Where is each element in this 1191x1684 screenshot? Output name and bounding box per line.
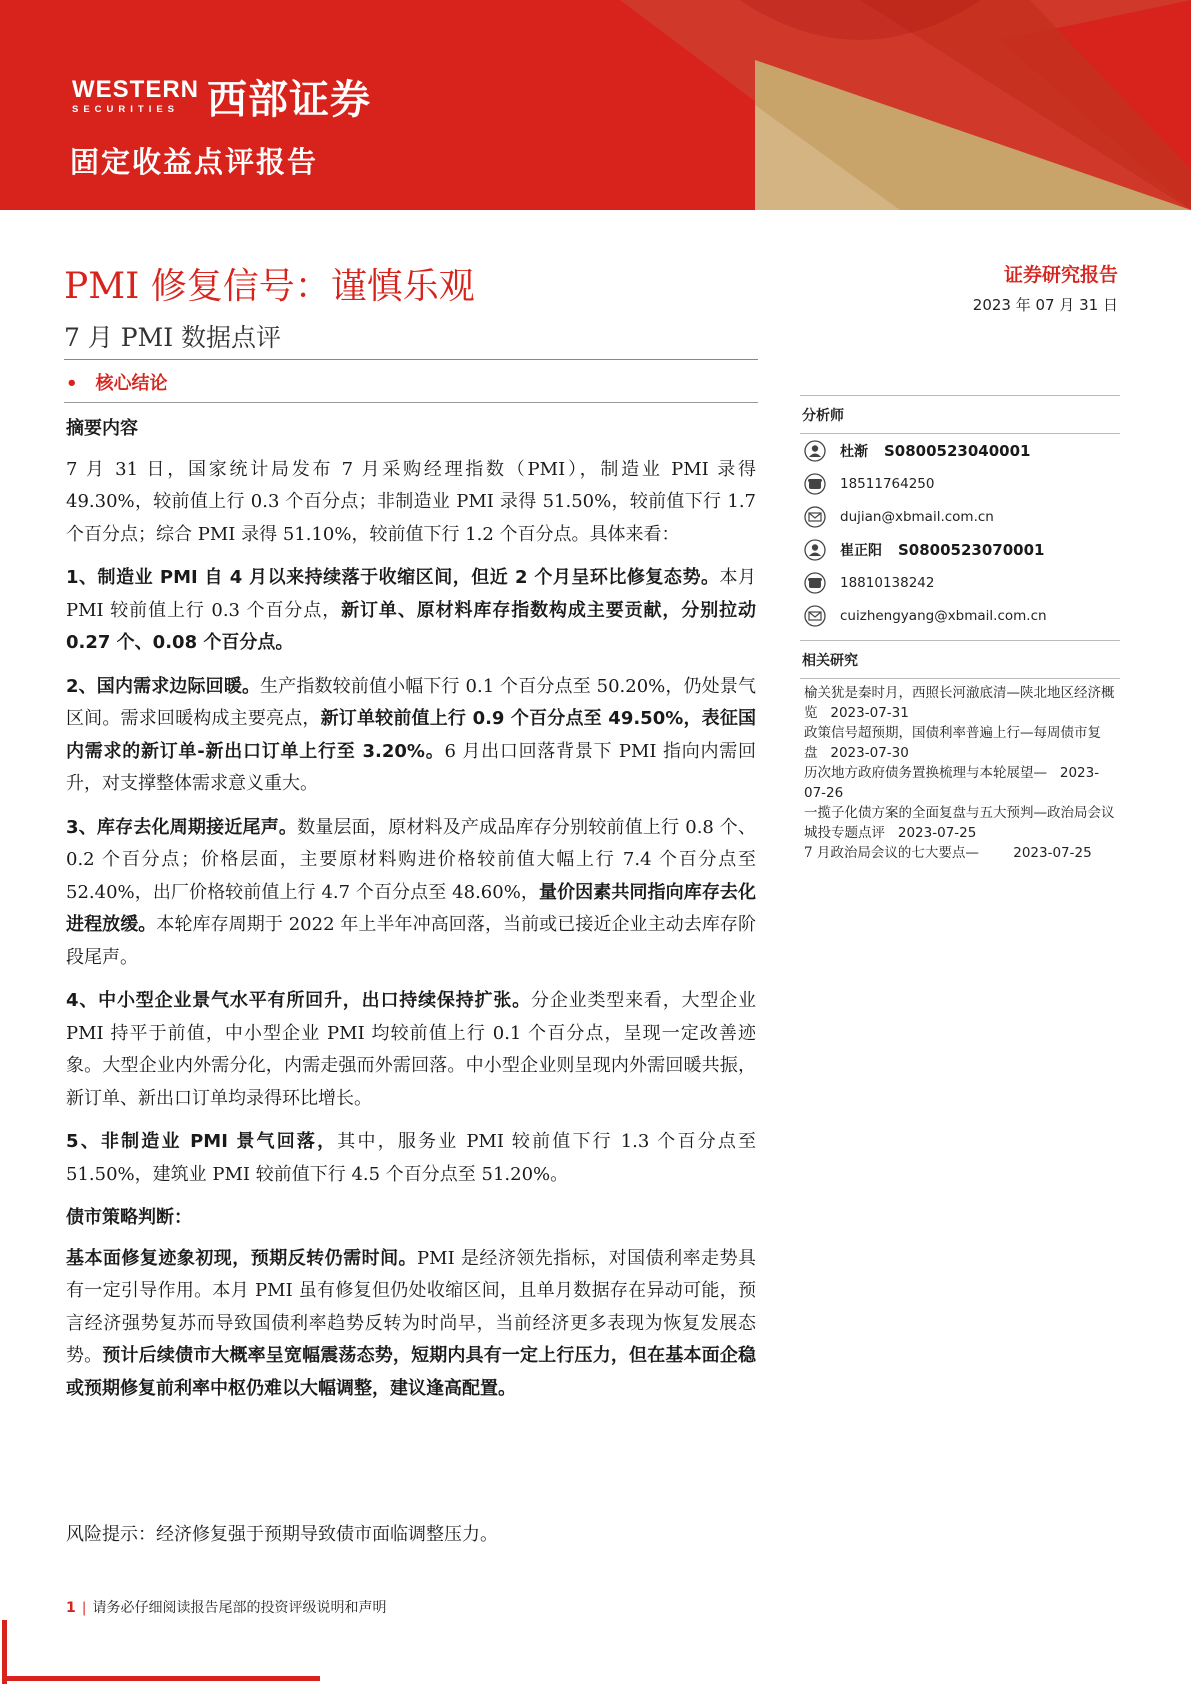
analyst-code: S0800523070001 xyxy=(898,540,1045,559)
core-conclusion-text: 核心结论 xyxy=(95,373,168,394)
related-date: 2023-07-31 xyxy=(830,705,909,721)
related-title: 历次地方政府债务置换梳理与本轮展望— xyxy=(804,765,1047,781)
analyst-name: 崔正阳 xyxy=(840,542,882,559)
strategy-heading: 债市策略判断： xyxy=(66,1207,192,1228)
analyst-email-row xyxy=(800,500,1120,533)
point-bold: 量价因素共同指向库存去化进程放缓。 xyxy=(66,881,757,935)
report-type: 固定收益点评报告 xyxy=(70,145,319,179)
email-icon xyxy=(804,605,826,627)
analyst-name-row xyxy=(800,533,1120,566)
related-date: 2023-07-30 xyxy=(830,745,909,761)
point-text: 本轮库存周期于 2022 年上半年冲高回落，当前或已接近企业主动去库存阶段尾声。 xyxy=(66,914,757,968)
analyst-email[interactable]: dujian@xbmail.com.cn xyxy=(840,508,994,525)
phone-icon xyxy=(804,572,826,594)
corner-mark-horizontal xyxy=(2,1676,320,1681)
point-paragraph xyxy=(66,671,756,801)
report-tag: 证券研究报告 xyxy=(1003,264,1118,286)
analyst-phone: 18810138242 xyxy=(840,574,935,591)
related-date: 2023-07-25 xyxy=(897,825,977,841)
related-research-list xyxy=(800,679,1120,863)
point-text: 生产指数较前值小幅下行 0.1 个百分点至 50.20%，仍处景气区间。需求回暖构成主要亮点， xyxy=(66,675,756,729)
corner-mark-vertical xyxy=(2,1620,7,1684)
intro-paragraph: 7 月 31 日，国家统计局发布 7 月采购经理指数（PMI），制造业 PMI 录得 49.30%，较前值上行 0.3 个百分点；非制造业 PMI 录得 51.50%，较前值下行 1.7 个百分点；综合 PMI 录得 51.10%，较前值下行 1.2 个百分点。具体来看： xyxy=(66,458,756,545)
point-paragraph xyxy=(66,1126,756,1191)
risk-warning: 风险提示：经济修复强于预期导致债市面临调整压力。 xyxy=(66,1524,498,1545)
logo-english-name: WESTERN xyxy=(72,76,199,104)
related-title: 一揽子化债方案的全面复盘与五大预判—政治局会议城投专题点评 xyxy=(804,805,1115,841)
point-paragraph xyxy=(66,985,756,1115)
related-item[interactable] xyxy=(804,803,1120,843)
related-date: 2023-07-25 xyxy=(1013,845,1092,861)
point-text: 6 月出口回落背景下 PMI 指向内需回升，对支撑整体需求意义重大。 xyxy=(66,740,756,794)
point-text: 分企业类型来看，大型企业 PMI 持平于前值，中小型企业 PMI 均较前值上行 0.1 个百分点，呈现一定改善迹象。大型企业内外需分化，内需走强而外需回落。中小型企业则呈现内外需回暖共振，新订单、新出口订单均录得环比增长。 xyxy=(66,990,757,1109)
report-body xyxy=(66,413,756,1416)
analyst-phone: 18511764250 xyxy=(840,475,935,492)
point-bold: 新订单较前值上行 0.9 个百分点至 49.50%，表征国内需求的新订单-新出口订单上行至 3.20%。 xyxy=(66,708,757,762)
page-number: 1 xyxy=(66,1600,76,1616)
page-footer xyxy=(66,1597,386,1617)
related-title: 政策信号超预期，国债利率普遍上行—每周债市复盘 xyxy=(804,725,1101,761)
point-text: 数量层面，原材料及产成品库存分别较前值上行 0.8 个、0.2 个百分点；价格层面，主要原材料购进价格较前值大幅上行 7.4 个百分点至 52.40%，出厂价格较前值上行 4.7 个百分点至 48.60%， xyxy=(66,816,756,903)
bullet-icon: • xyxy=(66,373,78,394)
analyst-code: S0800523040001 xyxy=(884,441,1031,460)
analyst-phone-row xyxy=(800,566,1120,599)
summary-heading: 摘要内容 xyxy=(66,418,138,439)
point-text: 其中，服务业 PMI 较前值下行 1.3 个百分点至 51.50%，建筑业 PMI 较前值下行 4.5 个百分点至 51.20%。 xyxy=(66,1131,757,1185)
related-date: 2023-07-26 xyxy=(804,765,1100,801)
strategy-bold: 基本面修复迹象初现，预期反转仍需时间。 xyxy=(66,1247,418,1269)
related-item[interactable] xyxy=(804,843,1120,863)
title-divider xyxy=(64,359,758,360)
point-bold: 2、国内需求边际回暖。 xyxy=(66,675,261,697)
point-paragraph xyxy=(66,812,756,975)
strategy-paragraph xyxy=(66,1243,756,1406)
strategy-bold: 预计后续债市大概率呈宽幅震荡态势，短期内具有一定上行压力，但在基本面企稳或预期修复前利率中枢仍难以大幅调整，建议逢高配置。 xyxy=(66,1345,756,1399)
logo-english-sub: SECURITIES xyxy=(72,104,180,116)
header-banner xyxy=(0,0,1191,210)
person-icon xyxy=(804,539,826,561)
core-divider xyxy=(64,402,758,403)
footer-separator: | xyxy=(81,1600,87,1616)
analyst-email[interactable]: cuizhengyang@xbmail.com.cn xyxy=(840,607,1047,624)
footer-notice: 请务必仔细阅读报告尾部的投资评级说明和声明 xyxy=(92,1600,387,1616)
analyst-name-row xyxy=(800,434,1120,467)
logo-chinese-name: 西部证券 xyxy=(207,77,371,123)
core-conclusion-label xyxy=(66,369,168,395)
analyst-name: 杜渐 xyxy=(840,443,868,460)
email-icon xyxy=(804,506,826,528)
analyst-label: 分析师 xyxy=(802,408,844,424)
report-subtitle: 7 月 PMI 数据点评 xyxy=(64,323,282,352)
point-text: 本月 PMI 较前值上行 0.3 个百分点， xyxy=(66,567,756,621)
related-title: 榆关犹是秦时月，西照长河澈底清—陕北地区经济概览 xyxy=(804,685,1115,721)
point-bold: 1、制造业 PMI 自 4 月以来持续落于收缩区间，但近 2 个月呈环比修复态势。 xyxy=(66,567,720,588)
related-item[interactable] xyxy=(804,763,1120,803)
point-bold: 4、中小型企业景气水平有所回升，出口持续保持扩张。 xyxy=(66,990,531,1011)
related-item[interactable] xyxy=(804,683,1120,723)
point-paragraph xyxy=(66,562,756,660)
company-logo xyxy=(72,68,371,125)
analyst-email-row xyxy=(800,599,1120,632)
point-bold: 5、非制造业 PMI 景气回落， xyxy=(66,1131,338,1152)
point-bold: 3、库存去化周期接近尾声。 xyxy=(66,816,298,838)
strategy-text: PMI 是经济领先指标，对国债利率走势具有一定引导作用。本月 PMI 虽有修复但仍处收缩区间，且单月数据存在异动可能，预言经济强势复苏而导致国债利率趋势反转为时尚早，当前经济更多表现为恢复发展态势。 xyxy=(66,1247,757,1366)
person-icon xyxy=(804,440,826,462)
point-bold: 新订单、原材料库存指数构成主要贡献，分别拉动 0.27 个、0.08 个百分点。 xyxy=(66,599,756,653)
phone-icon xyxy=(804,473,826,495)
analyst-phone-row xyxy=(800,467,1120,500)
sidebar xyxy=(800,395,1120,863)
related-title: 7 月政治局会议的七大要点— xyxy=(804,845,979,861)
related-research-label: 相关研究 xyxy=(802,653,858,669)
report-date: 2023 年 07 月 31 日 xyxy=(972,296,1118,314)
report-title: PMI 修复信号：谨慎乐观 xyxy=(64,266,475,307)
related-item[interactable] xyxy=(804,723,1120,763)
